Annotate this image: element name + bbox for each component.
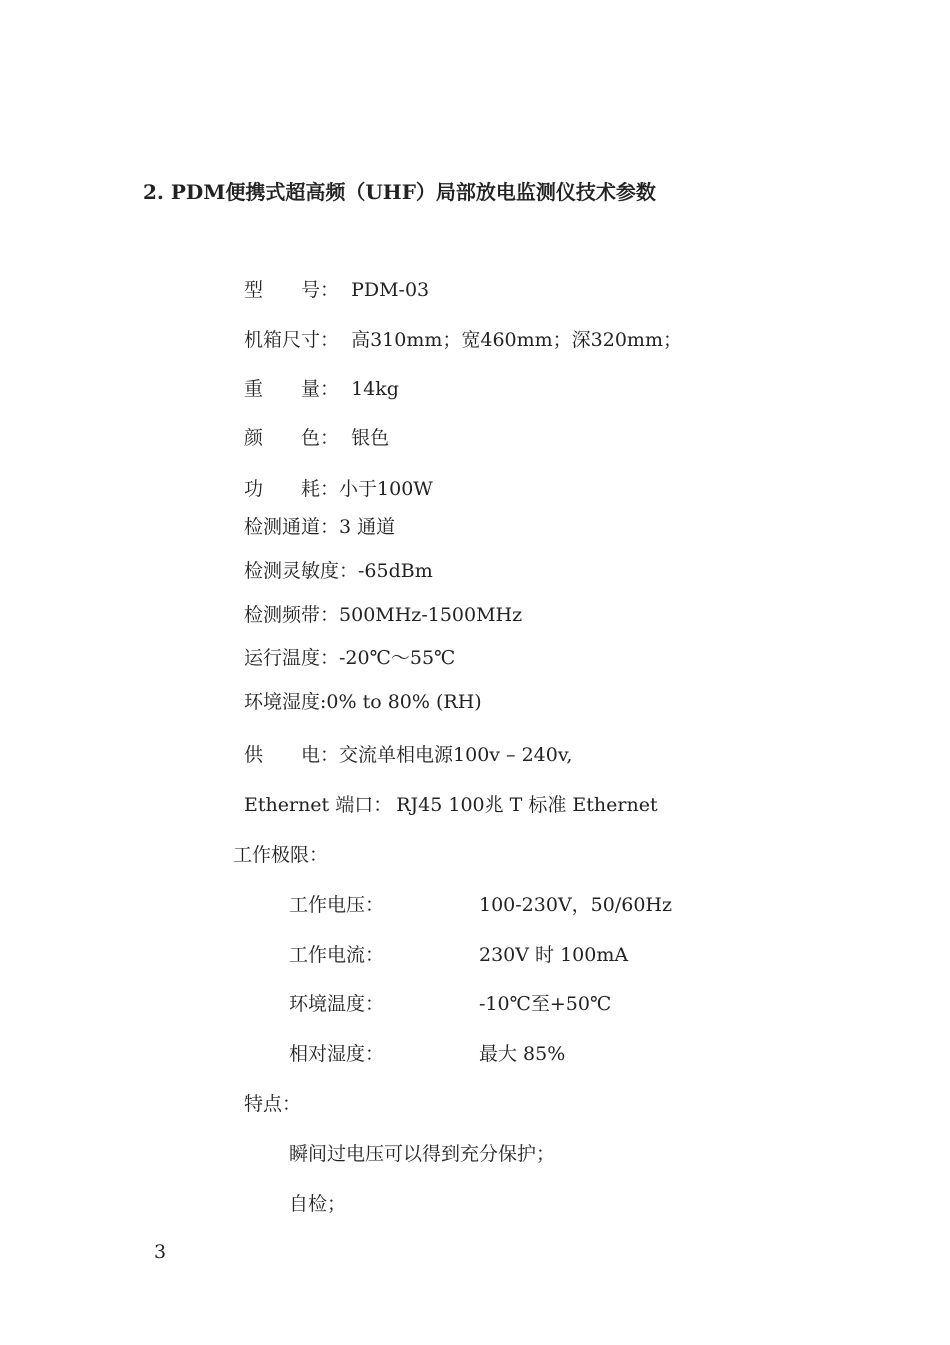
spec-label: 检测通道： (244, 516, 340, 538)
feature-item: 瞬间过电压可以得到充分保护； (289, 1143, 556, 1165)
spec-power-supply (244, 742, 572, 768)
limit-relative-humidity (289, 1041, 889, 1067)
spec-weight (244, 376, 399, 402)
working-limits-title: 工作极限： (233, 844, 329, 866)
limit-value: 230V 时 100mA (479, 944, 629, 966)
spec-ethernet-port (244, 792, 658, 818)
limit-voltage (289, 892, 889, 918)
spec-label: 颜 色： (244, 427, 340, 449)
spec-operating-temperature (244, 645, 455, 671)
limit-label: 相对湿度： (289, 1043, 385, 1065)
limit-value: 100-230V，50/60Hz (479, 894, 673, 916)
spec-chassis-size (244, 327, 682, 353)
spec-value: 14kg (351, 378, 399, 400)
spec-label: 检测灵敏度： (244, 560, 359, 582)
limit-current (289, 942, 889, 968)
spec-value: -20℃～55℃ (339, 647, 456, 669)
limit-value: -10℃至+50℃ (479, 993, 612, 1015)
features-title: 特点： (244, 1093, 302, 1115)
spec-channels (244, 514, 395, 540)
spec-value: 银色 (351, 427, 390, 449)
spec-label: 供 电： (244, 744, 340, 766)
spec-value: RJ45 100兆 T 标准 Ethernet (396, 794, 658, 816)
spec-value: 500MHz-1500MHz (339, 604, 523, 626)
spec-frequency-band (244, 602, 522, 628)
spec-label: 运行温度： (244, 647, 340, 669)
limit-label: 工作电压： (289, 894, 385, 916)
spec-value: 3 通道 (339, 516, 396, 538)
feature-item: 自检； (289, 1193, 347, 1215)
spec-sensitivity (244, 558, 433, 584)
limit-ambient-temperature (289, 991, 889, 1017)
page-number: 3 (154, 1241, 167, 1263)
limit-value: 最大 85% (479, 1043, 566, 1065)
spec-label: 机箱尺寸： (244, 329, 340, 351)
spec-label: 重 量： (244, 378, 340, 400)
spec-model (244, 277, 429, 303)
spec-color (244, 425, 389, 451)
spec-value: -65dBm (358, 560, 433, 582)
limit-label: 工作电流： (289, 944, 385, 966)
spec-power-consumption (244, 476, 433, 502)
spec-value: 交流单相电源100v – 240v, (339, 744, 573, 766)
spec-label: 环境湿度: (244, 691, 327, 713)
spec-value: 高310mm；宽460mm；深320mm； (351, 329, 682, 351)
spec-label: 型 号： (244, 279, 340, 301)
spec-label: 检测频带： (244, 604, 340, 626)
spec-label: Ethernet 端口： (244, 794, 393, 816)
section-heading: 2. PDM便携式超高频（UHF）局部放电监测仪技术参数 (143, 180, 656, 204)
spec-value: 0% to 80% (RH) (326, 691, 482, 713)
spec-label: 功 耗： (244, 478, 340, 500)
limit-label: 环境温度： (289, 993, 385, 1015)
spec-value: PDM-03 (351, 279, 430, 301)
spec-value: 小于100W (339, 478, 433, 500)
spec-humidity (244, 689, 482, 715)
